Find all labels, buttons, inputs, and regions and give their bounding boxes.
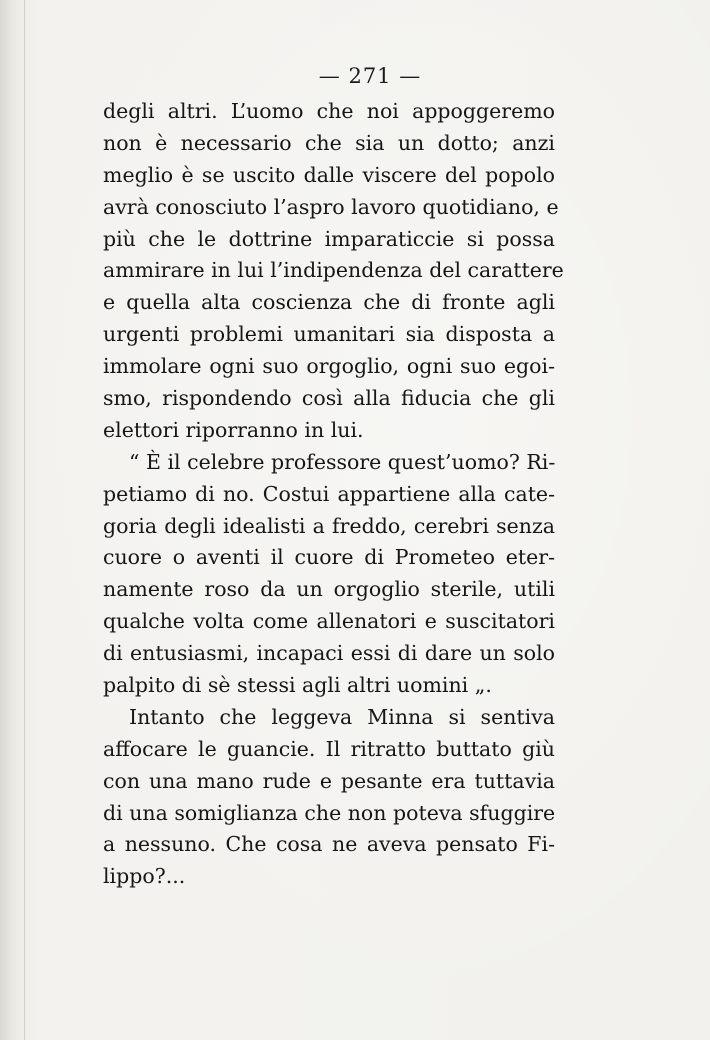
body-text (103, 96, 564, 893)
text-line: affocare le guancie. Il ritratto buttato giù (103, 736, 555, 761)
text-line: cuore o aventi il cuore di Prometeo eter- (103, 545, 555, 570)
text-line: urgenti problemi umanitari sia disposta a (103, 322, 555, 347)
text-line: immolare ogni suo orgoglio, ogni suo egoi- (103, 354, 555, 379)
page-number: — 271 — (318, 64, 422, 88)
text-line: petiamo di no. Costui appartiene alla cate- (103, 481, 555, 506)
text-line: “ È il celebre professore quest’uomo? Ri- (129, 449, 556, 474)
text-line: degli altri. L’uomo che noi appoggeremo (103, 99, 555, 123)
text-line: meglio è se uscito dalle viscere del popolo (103, 162, 555, 187)
text-line: non è necessario che sia un dotto; anzi (103, 130, 555, 155)
text-line: Intanto che leggeva Minna si sentiva (129, 704, 555, 729)
text-line: e quella alta coscienza che di fronte agli (103, 290, 555, 315)
text-line: con una mano rude e pesante era tuttavia (103, 768, 555, 793)
text-line: smo, rispondendo così alla fiducia che gli (103, 386, 555, 411)
text-line: namente roso da un orgoglio sterile, utili (103, 577, 555, 602)
text-line: a nessuno. Che cosa ne aveva pensato Fi- (103, 832, 555, 857)
text-line: ammirare in lui l’indipendenza del carattere (103, 258, 564, 283)
text-line: avrà conosciuto l’aspro lavoro quotidiano, e (103, 194, 559, 219)
text-line: di entusiasmi, incapaci essi di dare un solo (103, 641, 555, 666)
text-line: qualche volta come allenatori e suscitatori (103, 609, 555, 634)
text-line: palpito di sè stessi agli altri uomini „. (103, 673, 492, 698)
page-gutter-edge (24, 0, 25, 1040)
text-line: elettori riporranno in lui. (103, 417, 364, 442)
text-line: goria degli idealisti a freddo, cerebri senza (103, 513, 555, 538)
text-line: più che le dottrine imparaticcie si possa (103, 226, 555, 251)
text-line: lippo?... (103, 864, 186, 889)
text-line: di una somiglianza che non poteva sfuggire (103, 800, 556, 825)
